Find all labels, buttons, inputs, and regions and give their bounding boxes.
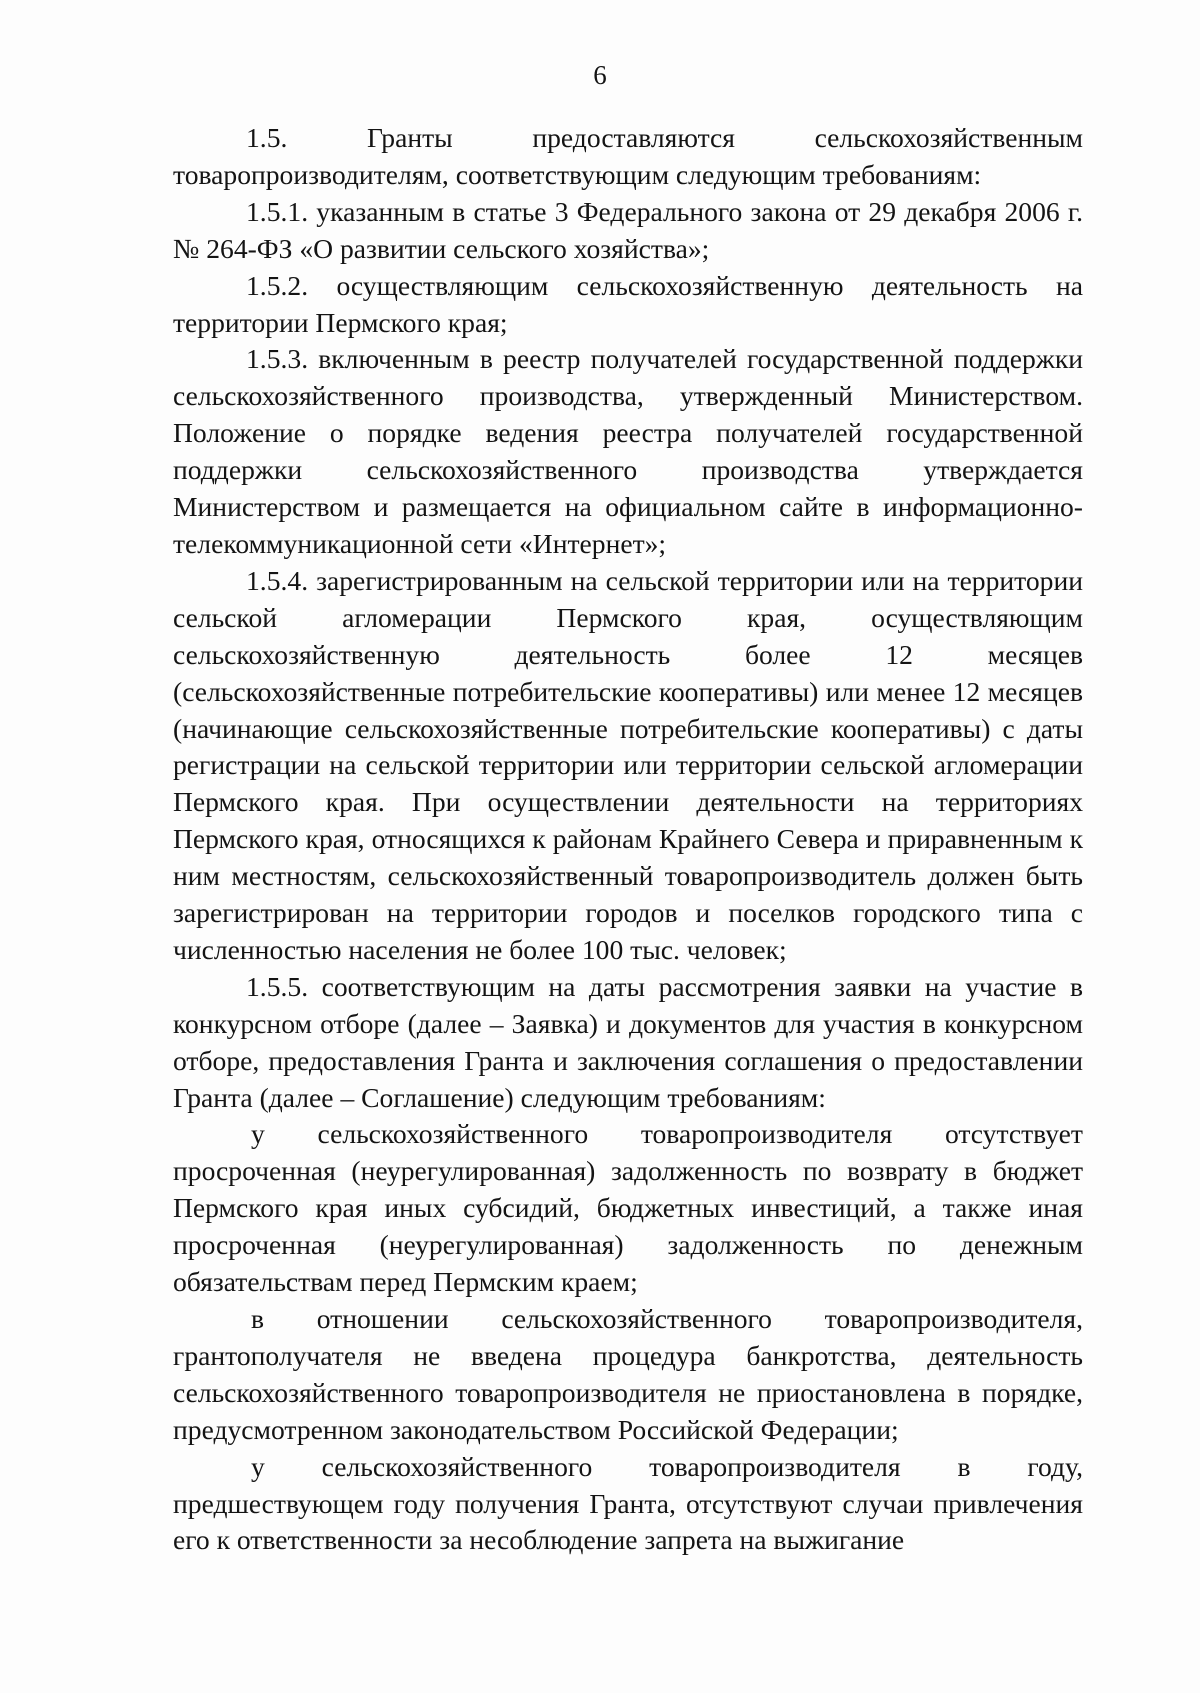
requirement-no-debt: у сельскохозяйственного товаропроизводителя отсутствует просроченная (неурегулированная) задолженность по возврату в бюджет Пермского края иных субсидий, бюджетных инвестиций, а также иная просроченная (неурегулированная) задолженность по денежным обязательствам перед Пермским краем; [173, 1118, 1083, 1298]
paragraph-1-5-2: 1.5.2. осуществляющим сельскохозяйственную деятельность на территории Пермского края; [173, 269, 1083, 338]
page-number: 6 [593, 60, 607, 90]
paragraph-1-5-4: 1.5.4. зарегистрированным на сельской территории или на территории сельской агломерации Пермского края, осуществляющим сельскохозяйственную деятельность более 12 месяцев (сельскохозяйственные потребительские кооперативы) или менее 12 месяцев (начинающие сельскохозяйственные потребительские кооперативы) с даты регистрации на сельской территории или территории сельской агломерации Пермского края. При осуществлении деятельности на территориях Пермского края, относящихся к районам Крайнего Севера и приравненным к ним местностям, сельскохозяйственный товаропроизводитель должен быть зарегистрирован на территории городов и поселков городского типа с численностью населения не более 100 тыс. человек; [173, 564, 1083, 965]
document-body [173, 120, 1083, 1559]
paragraph-1-5-1: 1.5.1. указанным в статье 3 Федерального закона от 29 декабря 2006 г. № 264-ФЗ «О развитии сельского хозяйства»; [173, 195, 1083, 264]
requirement-no-burning-violations: у сельскохозяйственного товаропроизводителя в году, предшествующем году получения Гранта, отсутствуют случаи привлечения его к ответственности за несоблюдение запрета на выжигание [173, 1450, 1083, 1556]
paragraph-1-5-3: 1.5.3. включенным в реестр получателей государственной поддержки сельскохозяйственного производства, утвержденный Министерством. Положение о порядке ведения реестра получателей государственной поддержки сельскохозяйственного производства утверждается Министерством и размещается на официальном сайте в информационно-телекоммуникационной сети «Интернет»; [173, 343, 1083, 559]
paragraph-1-5: 1.5. Гранты предоставляются сельскохозяйственным товаропроизводителям, соответствующим следующим требованиям: [173, 122, 1083, 190]
requirement-no-bankruptcy: в отношении сельскохозяйственного товаропроизводителя, грантополучателя не введена процедура банкротства, деятельность сельскохозяйственного товаропроизводителя не приостановлена в порядке, предусмотренном законодательством Российской Федерации; [173, 1303, 1083, 1445]
paragraph-1-5-5: 1.5.5. соответствующим на даты рассмотрения заявки на участие в конкурсном отборе (далее – Заявка) и документов для участия в конкурсном отборе, предоставления Гранта и заключения соглашения о предоставлении Гранта (далее – Соглашение) следующим требованиям: [173, 970, 1083, 1113]
